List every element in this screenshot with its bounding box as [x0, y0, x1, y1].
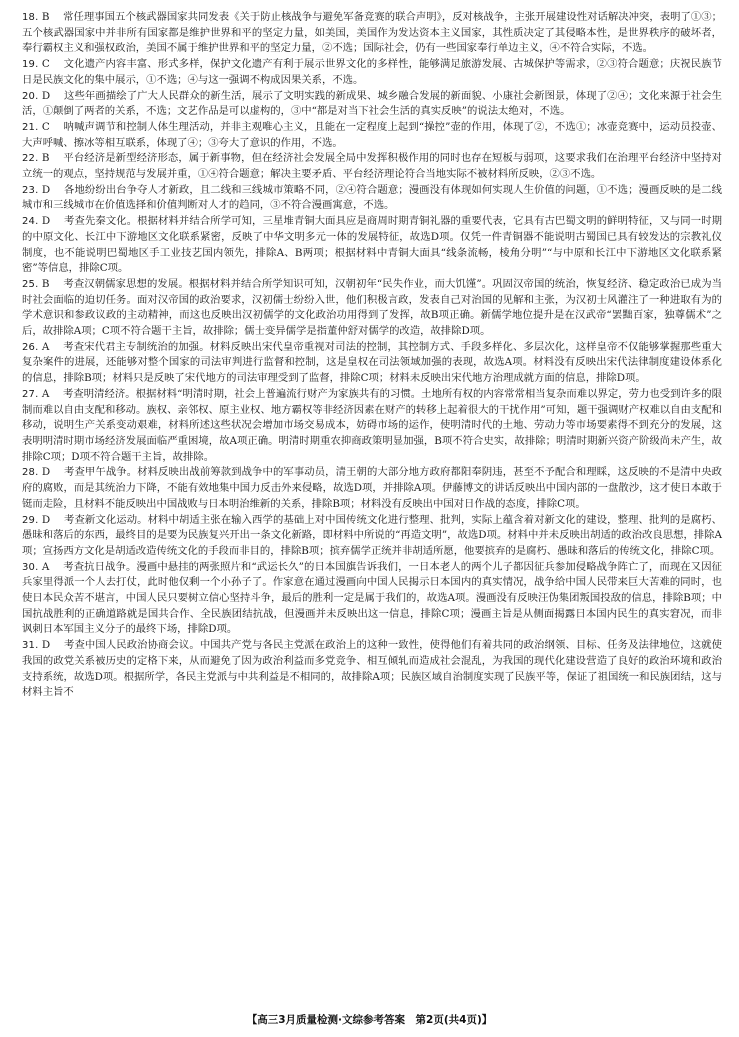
- answer-text: D 考查中国人民政治协商会议。中国共产党与各民主党派在政治上的这种一致性，使得他们有着共同的政治纲领、目标、任务及法律地位，这就使我国的政党关系被历史的定格下来，从而避免了因为政治利益而多党竞争、相互倾轧而造成社会混乱，为我国的现代化建设营造了良好的政治环境和政治支持系统，故选D项。根据所学，各民主党派与中共利益是不相同的，故排除A项；民族区域自治制度实现了民族平等，保证了祖国统一和民族团结，这与材料主旨不: [22, 639, 722, 699]
- answer-number: 30.: [22, 561, 39, 573]
- answer-number: 27.: [22, 388, 39, 400]
- answer-text: B 考查汉朝儒家思想的发展。根据材料并结合所学知识可知，汉朝初年“民失作业，而大饥馑”。巩固汉帝国的统治，恢复经济、稳定政治已成为当时社会面临的迫切任务。面对汉帝国的政治要求，汉初儒士纷纷入世，他们积极言政，发表自己对治国的见解和主张，为汉初士风灌注了一种进取有为的学术意识和参政议政的主动精神，而这也反映出汉初儒学的文化政治功用得到了发挥，故B项正确。新儒学地位提升是在汉武帝“罢黜百家，独尊儒术”之后，故排除A项；C项不符合题干主旨，故排除；儒士变异儒学是指董仲舒对儒学的改造，故排除D项。: [22, 277, 723, 338]
- answer-item: [22, 120, 722, 151]
- answer-item: [22, 10, 722, 57]
- answer-text: C 文化遗产内容丰富、形式多样，保护文化遗产有利于展示世界文化的多样性，能够满足旅游发展、古城保护等需求，②③符合题意；庆祝民族节日是民族文化的集中展示，①不选；④与这一强调不构成因果关系，不选。: [22, 58, 722, 86]
- answer-number: 24.: [22, 216, 39, 228]
- answer-item: [22, 340, 722, 387]
- answer-item: [22, 465, 722, 512]
- answer-number: 26.: [22, 341, 39, 353]
- answer-number: 21.: [22, 121, 39, 133]
- answer-number: 23.: [22, 184, 39, 196]
- answer-text: A 考查抗日战争。漫画中悬挂的两张照片和“武运长久”的日本国旗告诉我们，一日本老人的两个儿子都因征兵参加侵略战争阵亡了，而现在又因征兵家里得派一个人去打仗，此时他仅剩一个小孙子了。作家意在通过漫画向中国人民揭示日本国内的真实情况，战争给中国人民带来巨大苦难的同时，也使日本民众苦不堪言，中国人民只要树立信心坚持斗争，最后的胜利一定是属于我们的，故选A项。漫画没有反映汪伪集团叛国投敌的信息，排除B项；中国抗战胜利的正确道路就是国共合作、全民族团结抗战，但漫画并未反映出这一信息，排除C项；漫画主旨是从侧面揭露日本国内民生的真实窘况，而非讽刺日本军国主义分子的最终下场，排除D项。: [22, 560, 722, 636]
- page-footer: 【高三3月质量检测·文综参考答案 第2页(共4页)】: [246, 1014, 493, 1026]
- answer-text: D 考查新文化运动。材料中胡适主张在输入西学的基础上对中国传统文化进行整理、批判，实际上蕴含着对新文化的建设，整理、批判的是腐朽、愚昧和落后的东西，最终目的是要为民族复兴开出一条文化新路，即材料中所说的“再造文明”，故选D项。材料中并未反映出胡适的政治改良思想，排除A项；宣扬西方文化是胡适改造传统文化的手段而非目的，排除B项；摈弃儒学正统并非胡适所愿，他要摈弃的是腐朽、愚昧和落后的传统文化，排除C项。: [22, 513, 722, 557]
- answer-text: D 这些年画描绘了广大人民群众的新生活，展示了文明实践的新成果、城乡融合发展的新面貌、小康社会新图景，体现了②④；文化来源于社会生活，①颠倒了两者的关系，不选；文艺作品是可以虚构的，③中“都是对当下社会生活的真实反映”的说法太绝对，不选。: [22, 89, 722, 118]
- answer-item: [22, 638, 722, 701]
- answer-number: 20.: [22, 90, 39, 102]
- answer-item: [22, 89, 722, 120]
- answer-page: [22, 10, 722, 1010]
- answer-item: [22, 560, 722, 639]
- answer-text: A 考查明清经济。根据材料“明清时期，社会上普遍流行财产为家族共有的习惯。土地所有权的内容常常相当复杂而难以界定，劳力也受到许多的限制而难以自由支配和移动。族权、亲邻权、原主业权、地方霸权等非经济因素在财产的转移上起着很大的干扰作用”可知，题干强调财产权难以自由支配和移动，说明生产关系变动艰难，材料所述这些状况会增加市场交易成本，妨碍市场的运作，使明清时代的土地、劳动力等市场要素得不到充分的发展，这表明明清时期市场经济发展面临严重困境，故A项正确。明清时期重农抑商政策明显加强，B项不符合史实，故排除；明清时期新兴资产阶级尚未产生，故排除C项；D项不符合题干主旨，故排除。: [22, 387, 722, 463]
- answer-item: [22, 214, 722, 277]
- answer-item: [22, 57, 722, 88]
- answer-text: A 考查宋代君主专制统治的加强。材料反映出宋代皇帝重视对司法的控制，其控制方式、手段多样化、多层次化，这样皇帝不仅能够掌握那些重大复杂案件的进展，还能够对整个国家的司法审判进行监督和控制，这是皇权在司法领域加强的表现，故选A项。材料没有反映出宋代法律制度建设体系化的信息，排除B项；材料只是反映了宋代地方的司法审理受到了监督，排除C项；材料未反映出宋代地方治理成就方面的信息，排除D项。: [22, 340, 722, 385]
- answer-number: 31.: [22, 640, 39, 652]
- answer-text: D 考查甲午战争。材料反映出战前筹款到战争中的军事动员，清王朝的大部分地方政府都阳奉阴违，甚至不予配合和理睬，这反映的不是清中央政府的腐败，而是其统治力下降，不能有效地集中国力反击外来侵略，故选D项，并排除A项。伊藤博文的讲话反映出中国内部的一盘散沙，这才使日本敢于铤而走险，且材料不能反映出中国战败与日本明治维新的关系，排除B项；材料没有反映出中国对日作战的态度，排除C项。: [22, 466, 722, 510]
- answer-text: B 常任理事国五个核武器国家共同发表《关于防止核战争与避免军备竞赛的联合声明》，反对核战争，主张开展建设性对话解决冲突，表明了①③；五个核武器国家中并非所有国家都是维护世界和平的坚定力量，如美国，美国作为发达资本主义国家，其性质决定了其侵略本性，是世界秩序的破坏者，奉行霸权主义和强权政治，美国不属于维护世界和平的坚定力量，②不选；国际社会，仍有一些国家奉行单边主义，④不符合实际，不选。: [22, 11, 722, 55]
- answer-number: 22.: [22, 153, 39, 165]
- answer-item: [22, 183, 722, 214]
- answer-text: D 考查先秦文化。根据材料并结合所学可知，三星堆青铜大面具应是商周时期青铜礼器的重要代表，它具有古巴蜀文明的鲜明特征，又与同一时期的中原文化、长江中下游地区文化联系紧密，反映了中华文明多元一体的发展特征，故选D项。仅凭一件青铜器不能说明古蜀国已具有较发达的宗教礼仪制度，也不能说明巴蜀地区手工业技艺国内领先，排除A、B两项；根据材料中青铜大面具“线条流畅，棱角分明”“与中原和长江中下游地区文化联系紧密”等信息，排除C项。: [22, 215, 722, 275]
- answer-item: [22, 277, 722, 340]
- answer-number: 29.: [22, 514, 39, 526]
- answer-text: B 平台经济是新型经济形态，属于新事物，但在经济社会发展全局中发挥积极作用的同时也存在短板与弱项，这要求我们在治理平台经济中坚持对立统一的观点，坚持规范与发展并重，①④符合题意；解决主要矛盾、平台经济理论符合当地实际不被材料所反映，②③不选。: [22, 152, 722, 181]
- answer-number: 19.: [22, 59, 39, 71]
- answer-item: [22, 151, 722, 182]
- answer-number: 25.: [22, 278, 39, 290]
- answer-text: C 呐喊声调节和控制人体生理活动，并非主观唯心主义，且能在一定程度上起到“操控”壶的作用，体现了②，不选①；冰壶竞赛中，运动员投壶、大声呼喊、擦冰等相互联系，体现了④；③夸大了意识的作用，不选。: [22, 120, 722, 149]
- answer-item: [22, 513, 722, 560]
- answer-number: 28.: [22, 467, 39, 479]
- answer-text: D 各地纷纷出台争夺人才新政，且二线和三线城市策略不同，②④符合题意；漫画没有体现如何实现人生价值的问题，①不选；漫画反映的是二线城市和三线城市在价值选择和价值判断对人才的趋同，③不符合漫画寓意，不选。: [22, 183, 722, 212]
- answer-item: [22, 387, 722, 466]
- answer-number: 18.: [22, 12, 39, 23]
